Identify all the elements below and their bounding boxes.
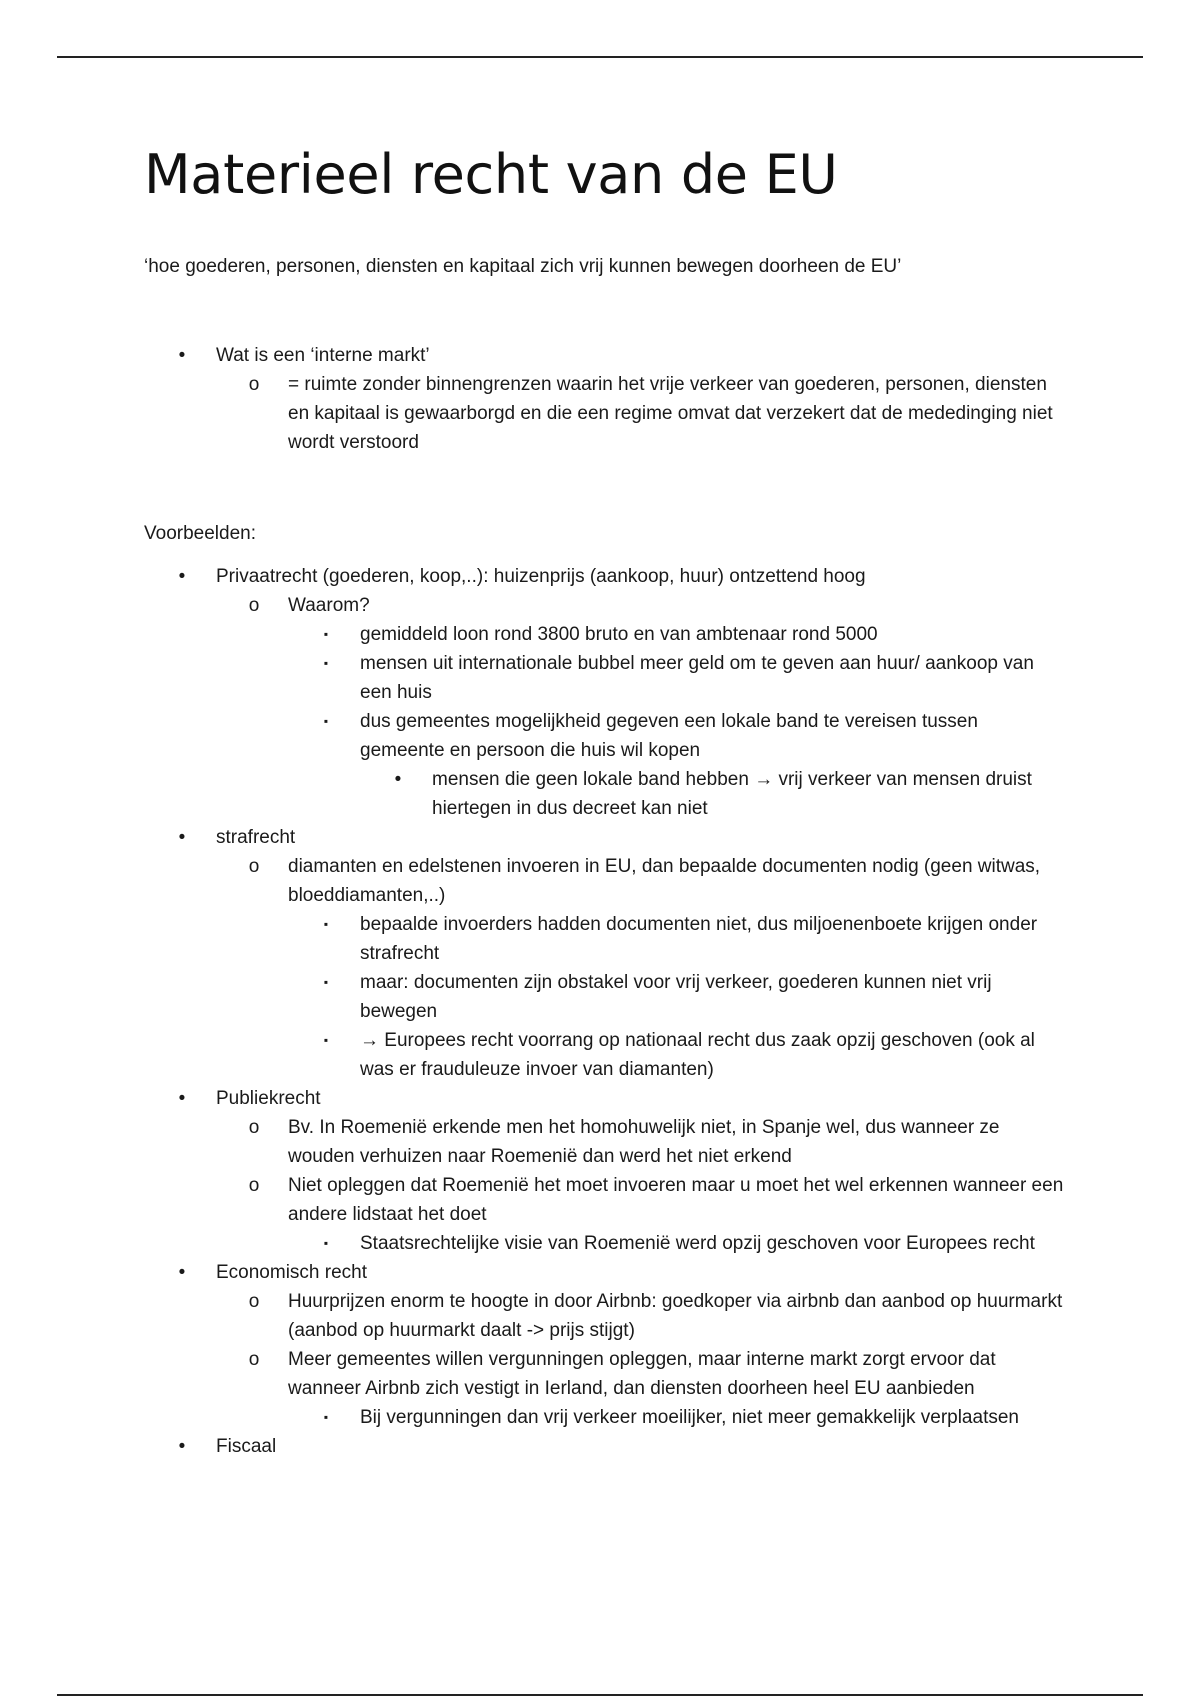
list-item-label: = ruimte zonder binnengrenzen waarin het vrije verkeer van goederen, personen, diensten en kapitaal is gewaarborgd en die een regime omvat dat verzekert dat de mededinging niet wordt verstoord: [288, 374, 1053, 453]
list-item-label: mensen die geen lokale band hebben → vrij verkeer van mensen druist hiertegen in dus decreet kan niet: [432, 769, 1032, 819]
list-item-label: mensen uit internationale bubbel meer geld om te geven aan huur/ aankoop van een huis: [360, 653, 1034, 703]
bullet-icon: •: [178, 1436, 186, 1457]
list-item: [144, 1258, 1064, 1432]
list-item: [216, 1171, 1064, 1258]
list-item: [144, 562, 1064, 823]
circle-bullet-icon: o: [248, 1117, 260, 1138]
bullet-icon: •: [178, 566, 186, 587]
list-item: [216, 1345, 1064, 1432]
list-item-label: strafrecht: [216, 827, 296, 848]
list-item-label: maar: documenten zijn obstakel voor vrij verkeer, goederen kunnen niet vrij bewegen: [360, 972, 992, 1022]
section-label: Voorbeelden:: [144, 523, 256, 544]
list-item: [288, 910, 1064, 968]
list-item-label: Niet opleggen dat Roemenië het moet invoeren maar u moet het wel erkennen wanneer een andere lidstaat het doet: [288, 1175, 1064, 1225]
list-item: [144, 823, 1064, 1084]
list-item-label: bepaalde invoerders hadden documenten niet, dus miljoenenboete krijgen onder strafrecht: [360, 914, 1038, 964]
square-bullet-icon: ▪: [323, 975, 329, 989]
bullet-icon: •: [178, 1088, 186, 1109]
list-item: [288, 649, 1064, 707]
square-bullet-icon: ▪: [323, 627, 329, 641]
bullet-icon: •: [394, 769, 402, 790]
list-item: [216, 591, 1064, 823]
list-item-label: dus gemeentes mogelijkheid gegeven een lokale band te vereisen tussen gemeente en persoon die huis wil kopen: [360, 711, 978, 761]
list-item: [288, 620, 1064, 649]
list-item-label: Economisch recht: [216, 1262, 368, 1283]
list-item: [288, 1026, 1064, 1084]
list-item: [288, 968, 1064, 1026]
examples-list: [144, 562, 1064, 1461]
list-item: [288, 707, 1064, 823]
list-item: [216, 1287, 1064, 1345]
intro-list: [144, 341, 1064, 457]
list-item: [144, 1432, 1064, 1461]
list-item: [288, 1403, 1064, 1432]
square-bullet-icon: ▪: [323, 714, 329, 728]
list-item: [144, 1084, 1064, 1258]
list-item-label: Bij vergunningen dan vrij verkeer moeilijker, niet meer gemakkelijk verplaatsen: [360, 1407, 1019, 1428]
circle-bullet-icon: o: [248, 1175, 260, 1196]
list-item-label: Huurprijzen enorm te hoogte in door Airbnb: goedkoper via airbnb dan aanbod op huurmarkt (aanbod op huurmarkt daalt -> prijs stijgt): [288, 1291, 1063, 1341]
list-item-label: Bv. In Roemenië erkende men het homohuwelijk niet, in Spanje wel, dus wanneer ze wouden verhuizen naar Roemenië dan werd het niet erkend: [288, 1117, 1000, 1167]
circle-bullet-icon: o: [248, 856, 260, 877]
list-item: [144, 341, 1064, 457]
list-item-label: Staatsrechtelijke visie van Roemenië werd opzij geschoven voor Europees recht: [360, 1233, 1035, 1254]
circle-bullet-icon: o: [248, 1349, 260, 1370]
square-bullet-icon: ▪: [323, 1410, 329, 1424]
list-item-label: Fiscaal: [216, 1436, 277, 1457]
subtitle-quote: ‘hoe goederen, personen, diensten en kapitaal zich vrij kunnen bewegen doorheen de EU’: [144, 256, 902, 277]
square-bullet-icon: ▪: [323, 917, 329, 931]
square-bullet-icon: ▪: [323, 656, 329, 670]
list-item-label: Wat is een ‘interne markt’: [216, 345, 430, 366]
bullet-icon: •: [178, 827, 186, 848]
list-item-label: diamanten en edelstenen invoeren in EU, dan bepaalde documenten nodig (geen witwas, bloeddiamanten,..): [288, 856, 1041, 906]
bullet-icon: •: [178, 1262, 186, 1283]
circle-bullet-icon: o: [248, 374, 260, 395]
page-title: Materieel recht van de EU: [144, 143, 838, 206]
square-bullet-icon: ▪: [323, 1236, 329, 1250]
list-item: [216, 852, 1064, 1084]
list-item-label: Publiekrecht: [216, 1088, 321, 1109]
list-item-label: gemiddeld loon rond 3800 bruto en van ambtenaar rond 5000: [360, 624, 878, 645]
list-item: [216, 1113, 1064, 1171]
list-item-label: Meer gemeentes willen vergunningen opleggen, maar interne markt zorgt ervoor dat wanneer Airbnb zich vestigt in Ierland, dan diensten doorheen heel EU aanbieden: [288, 1349, 996, 1399]
header-rule: [57, 56, 1143, 58]
square-bullet-icon: ▪: [323, 1033, 329, 1047]
list-item: [288, 1229, 1064, 1258]
list-item-label: → Europees recht voorrang op nationaal recht dus zaak opzij geschoven (ook al was er frauduleuze invoer van diamanten): [360, 1030, 1035, 1080]
circle-bullet-icon: o: [248, 1291, 260, 1312]
list-item: [360, 765, 1064, 823]
list-item: [216, 370, 1064, 457]
list-item-label: Privaatrecht (goederen, koop,..): huizenprijs (aankoop, huur) ontzettend hoog: [216, 566, 866, 587]
list-item-label: Waarom?: [288, 595, 370, 616]
footer-rule: [57, 1694, 1143, 1696]
bullet-icon: •: [178, 345, 186, 366]
circle-bullet-icon: o: [248, 595, 260, 616]
document-body: [144, 140, 1064, 1461]
